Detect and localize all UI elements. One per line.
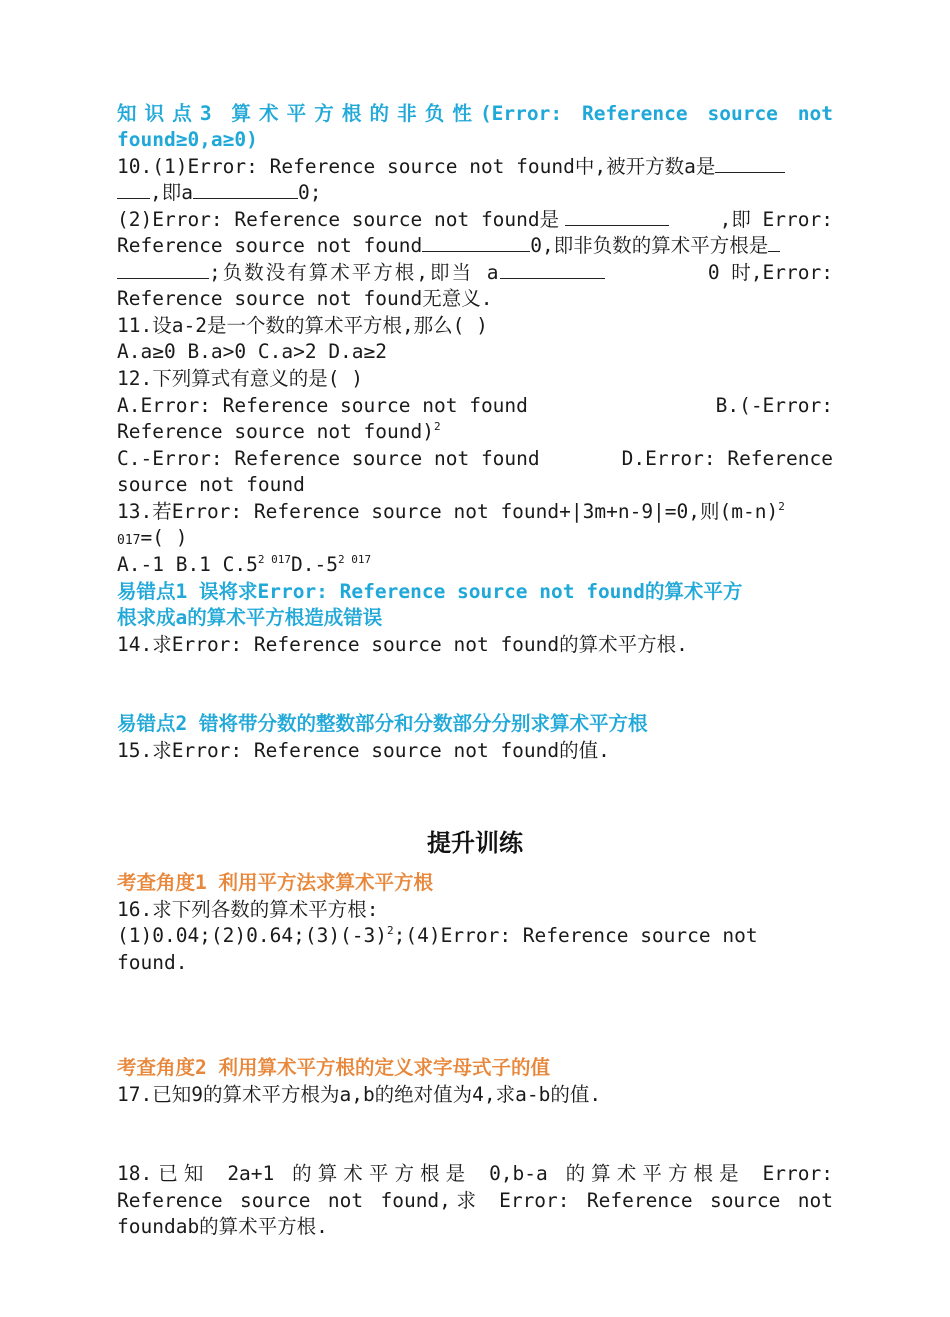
question-15: 15.求Error: Reference source not found的值. [117, 739, 610, 762]
exponent: 2 017 [257, 553, 292, 566]
exponent-cont: 017 [117, 533, 141, 548]
knowledge-point-3-heading-cont: found≥0,a≥0) [117, 128, 258, 151]
q10-text-d: (2)Error: Reference source not found是 [117, 208, 560, 231]
question-18-line-3: foundab的算术平方根. [117, 1215, 328, 1238]
question-13 [117, 499, 833, 525]
exponent: 2 017 [337, 553, 372, 566]
q16-items-b: ;(4)Error: Reference source not [393, 924, 758, 947]
answer-blank[interactable] [193, 180, 298, 199]
answer-blank[interactable] [117, 260, 209, 279]
option-a: A.Error: Reference source not found [117, 394, 528, 417]
answer-blank[interactable] [117, 180, 150, 199]
q13-text: 13.若Error: Reference source not found+|3m+n-9|=0,则(m-n) [117, 500, 779, 523]
option-b: B.(-Error: [715, 394, 833, 417]
question-11: 11.设a-2是一个数的算术平方根,那么( ) [117, 314, 488, 337]
answer-blank[interactable] [565, 207, 669, 226]
exponent: 2 [387, 924, 394, 937]
question-12-option-b-cont [117, 419, 833, 445]
question-10-line-1 [117, 154, 833, 180]
exponent: 2 [778, 500, 785, 513]
question-12: 12.下列算式有意义的是( ) [117, 367, 363, 390]
q10-text-i: 0 时,Error: [707, 261, 833, 284]
q10-text-a: 10.(1)Error: Reference source not found中,被开方数a是 [117, 155, 716, 178]
exponent: 2 [433, 420, 441, 433]
q10-text-b: ,即a [150, 181, 193, 204]
question-12-option-cd [117, 446, 833, 472]
answer-blank[interactable] [500, 260, 605, 279]
error-point-1-heading: 易错点1 误将求Error: Reference source not found的算术平方 [117, 580, 743, 603]
answer-blank[interactable] [422, 233, 530, 252]
q16-items-a: (1)0.04;(2)0.64;(3)(-3) [117, 924, 388, 947]
question-17: 17.已知9的算术平方根为a,b的绝对值为4,求a-b的值. [117, 1083, 602, 1106]
question-11-options: A.a≥0 B.a>0 C.a>2 D.a≥2 [117, 340, 388, 363]
question-18-line-2: Reference source not found,求 Error: Reference source not [117, 1189, 833, 1212]
option-d: D.Error: Reference [621, 447, 833, 470]
answer-blank[interactable] [715, 154, 785, 173]
question-16-cont: found. [117, 951, 188, 974]
error-point-2-heading: 易错点2 错将带分数的整数部分和分数部分分别求算术平方根 [117, 712, 648, 735]
q13-opt-abc: A.-1 B.1 C.5 [117, 553, 258, 576]
question-10-line-4 [117, 233, 833, 259]
angle-1-heading: 考查角度1 利用平方法求算术平方根 [117, 871, 433, 894]
question-13-cont [117, 525, 833, 551]
question-10-line-6: Reference source not found无意义. [117, 287, 493, 310]
question-18-line-1: 18.已知 2a+1 的算术平方根是 0,b-a 的算术平方根是 Error: [117, 1162, 833, 1185]
answer-blank[interactable] [768, 233, 780, 252]
q13-opt-d: D.-5 [291, 553, 338, 576]
q10-text-c: 0; [297, 181, 322, 204]
question-10-line-2 [117, 180, 833, 206]
question-12-option-d-cont: source not found [117, 473, 305, 496]
question-12-option-ab [117, 393, 833, 419]
knowledge-point-3-heading: 知识点3 算术平方根的非负性(Error: Reference source not [117, 102, 833, 125]
section-title: 提升训练 [427, 829, 523, 857]
question-14: 14.求Error: Reference source not found的算术平方根. [117, 633, 688, 656]
question-10-line-5 [117, 260, 833, 286]
q10-text-g: 0,即非负数的算术平方根是 [530, 234, 769, 257]
question-10-line-3 [117, 207, 833, 233]
q10-text-e: ,即 Error: [719, 208, 833, 231]
question-16-items [117, 923, 833, 949]
option-b-cont: Reference source not found) [117, 420, 434, 443]
q10-text-f: Reference source not found [117, 234, 423, 257]
q13-paren: =( ) [140, 526, 188, 549]
q10-text-h: ;负数没有算术平方根,即当 a [209, 261, 501, 284]
error-point-1-heading-cont: 根求成a的算术平方根造成错误 [117, 606, 383, 629]
angle-2-heading: 考查角度2 利用算术平方根的定义求字母式子的值 [117, 1056, 550, 1079]
option-c: C.-Error: Reference source not found [117, 447, 540, 470]
question-16: 16.求下列各数的算术平方根: [117, 898, 379, 921]
question-13-options [117, 552, 833, 578]
